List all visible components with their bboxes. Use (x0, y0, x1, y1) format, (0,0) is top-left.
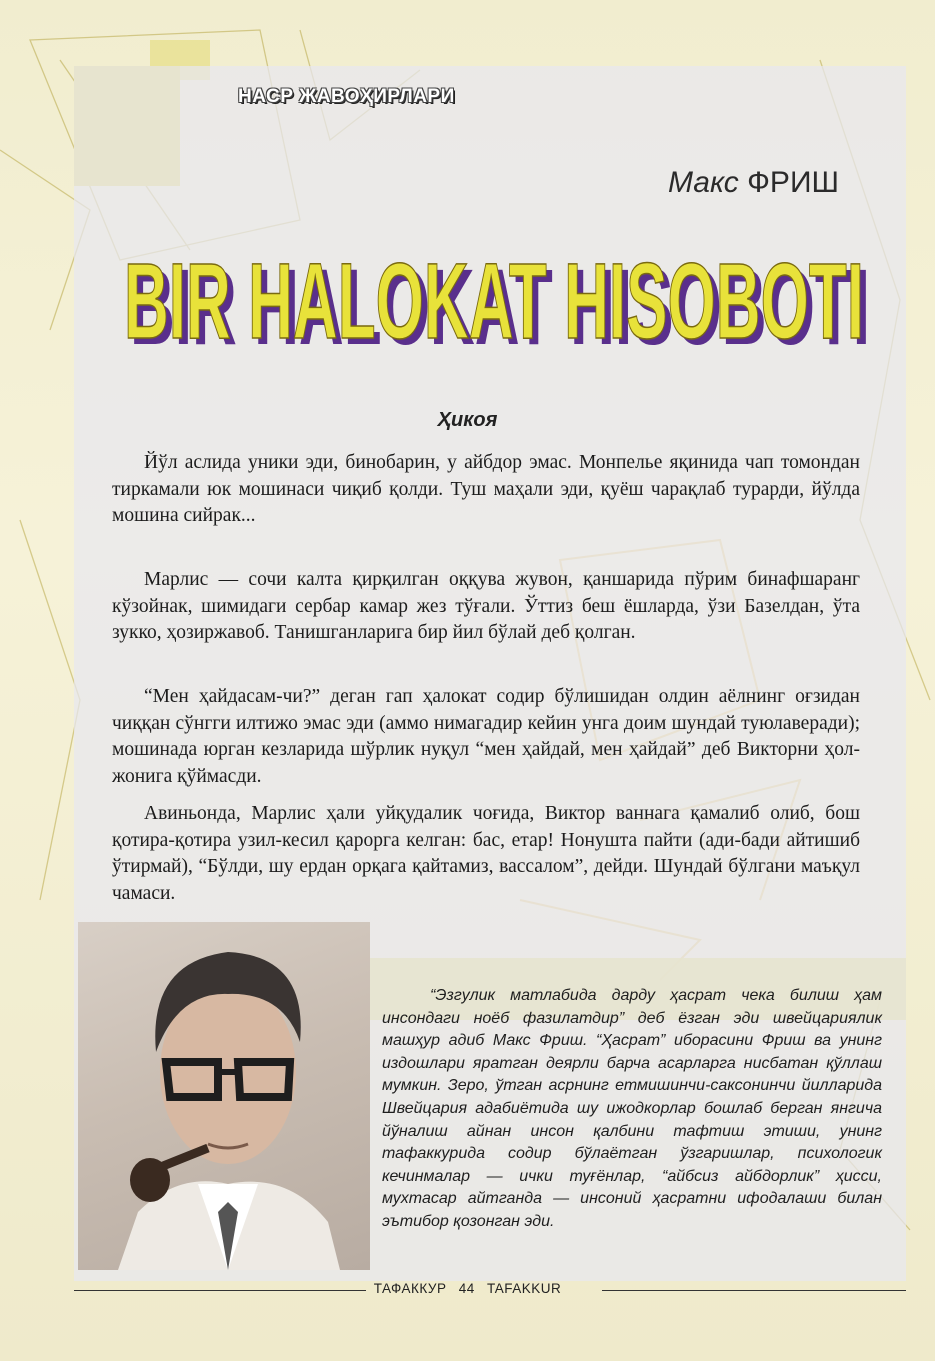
section-label: НАСР ЖАВОҲИРЛАРИ (238, 86, 455, 107)
paragraph-4: Авиньонда, Марлис ҳали уйқудалик чоғида, Виктор ваннага қамалиб олиб, бош қотира-қотира узил-кесил қарорга келган: бас, етар! Нонушта пайти (ади-бади айтишиб ўтирмай), “Бўлди, шу ердан орқага қайтамиз, вассалом”, дейди. Шундай бўлгани маъқул чамаси. (112, 803, 860, 904)
footer-magazine-latin: TAFAKKUR (487, 1281, 562, 1296)
paragraph-2: Марлис — сочи калта қирқилган оққува жувон, қаншарида пўрим бинафшаранг кўзойнак, шимидаги сербар камар жез тўғали. Ўттиз беш ёшларда, ўзи Базелдан, ўта зукко, ҳозиржавоб. Танишганларига бир йил бўлай деб қолган. (112, 569, 860, 643)
story-title-text: BIR HALOKAT HISOBOTI (124, 240, 864, 356)
author-intro-quote: “Эзгулик матлабида дарду ҳасрат чека билиш ҳам инсондаги ноёб фазилатдир” деб ёзган эди швейцариялик машҳур адиб Макс Фриш. “Ҳасрат” иборасини Фриш ва унинг издошлари яратган деярли барча асарларга нисбатан қўллаш мумкин. Зеро, ўтган асрнинг етмишинчи-саксонинчи йилларида Швейцария адабиётида шу ижодкорлар бошлаб берган янгича йўналиш айнан инсон қалбини тафтиш этиши, унинг тафаккурида содир бўлаётган ўзгаришлар, психологик кечинмалар — ички туғёнлар, “айбсиз айбдорлик” ҳисси, мухтасар айтганда — инсоний ҳасратни ифодалаши билан эътибор қозонган эди. (382, 987, 882, 1230)
paragraph-3: “Мен ҳайдасам-чи?” деган гап ҳалокат содир бўлишидан олдин аёлнинг оғзидан чиққан сўнгги илтижо эмас эди (аммо нимагадир кейин унга доим шундай туюлаверади); мошинада юрган кезларида шўрлик нуқул “мен ҳайдай, мен ҳайдай” деб Викторни ҳол-жонига қўймасди. (112, 686, 860, 787)
page-footer (0, 1281, 935, 1296)
story-title (114, 236, 874, 356)
author-first-name: Макс (667, 166, 739, 199)
story-title-shadow: BIR HALOKAT HISOBOTI (130, 246, 870, 356)
author-name (668, 166, 839, 200)
paragraph-1: Йўл аслида уники эди, бинобарин, у айбдор эмас. Монпелье яқинида чап томондан тиркамали юк мошинаси чиқиб қолди. Туш маҳали эди, қуёш чарақлаб турарди, йўлда мошина сийрак... (112, 452, 860, 526)
footer-magazine-cyrillic: ТАФАККУР (373, 1281, 447, 1296)
genre-label: Ҳикоя (437, 409, 498, 431)
author-portrait (78, 922, 370, 1270)
page-number: 44 (458, 1281, 475, 1296)
author-last-name: ФРИШ (747, 166, 839, 199)
